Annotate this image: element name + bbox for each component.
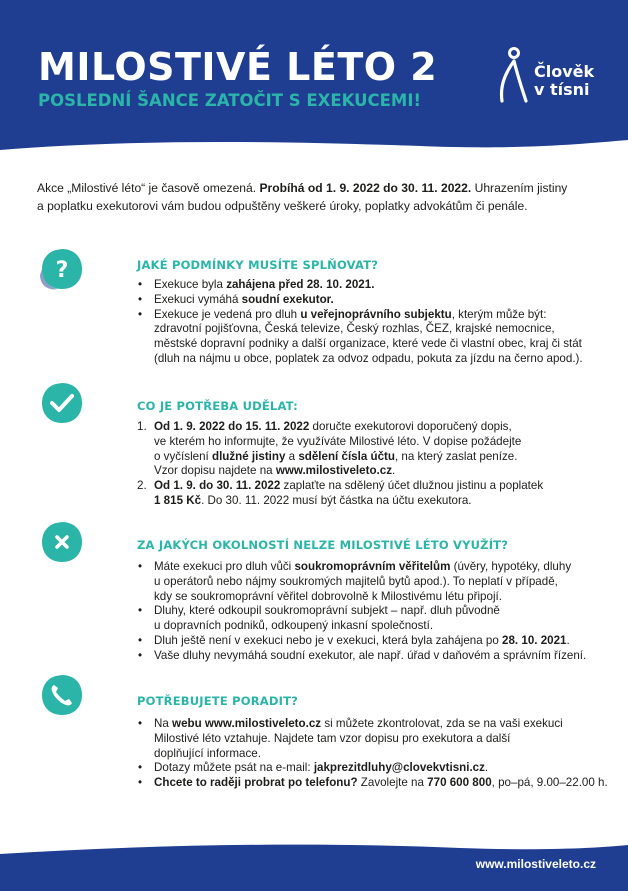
section-title-advice: POTŘEBUJETE PORADIT? bbox=[137, 694, 299, 708]
list-item: 2. Od 1. 9. do 30. 11. 2022 zaplaťte na sdělený účet dlužnou jistinu a poplatek 1 815 Kč. Do 30. 11. 2022 musí být částka na účtu exekutora. bbox=[137, 479, 544, 507]
list-item: • Dotazy můžete psát na e-mail: jakprezitdluhy@clovekvtisni.cz. bbox=[137, 761, 607, 776]
intro-text: Uhrazením jistiny bbox=[471, 181, 568, 195]
checkmark-icon bbox=[40, 381, 84, 425]
list-item: • Exekuci vymáhá soudní exekutor. bbox=[137, 293, 607, 308]
svg-text:?: ? bbox=[55, 258, 69, 283]
website-link[interactable]: www.milostiveleto.cz bbox=[275, 464, 393, 478]
list-item: • Exekuce je vedená pro dluh u veřejnoprávního subjektu, kterým může být: zdravotní pojišťovna, Česká televize, Český rozhlas, ČEZ, krajské nemocnice, městské dopravní podniky a další organizace, které vede či vlastní obec, kraj či stát (dluh na nájmu u obce, poplatek za odvoz odpadu, pokuta za jízdu na černo apod.). bbox=[137, 308, 607, 367]
website-link[interactable]: webu www.milostiveleto.cz bbox=[172, 717, 322, 730]
list-item: • Vaše dluhy nevymáhá soudní exekutor, ale např. úřad v daňovém a správním řízení. bbox=[137, 649, 607, 664]
list-item: • Exekuce byla zahájena před 28. 10. 2021. bbox=[137, 278, 607, 293]
exclusions-list bbox=[137, 560, 607, 664]
section-title-exclusions: ZA JAKÝCH OKOLNOSTÍ NELZE MILOSTIVÉ LÉTO VYUŽÍT? bbox=[137, 538, 509, 552]
header-wave-divider bbox=[0, 120, 628, 155]
list-item: • Chcete to raději probrat po telefonu? Zavolejte na 770 600 800, po–pá, 9.00–22.00 h. bbox=[137, 776, 607, 791]
header-banner bbox=[0, 0, 628, 155]
cross-icon bbox=[40, 520, 84, 564]
question-mark-icon bbox=[40, 247, 84, 291]
intro-paragraph bbox=[37, 180, 597, 215]
section-title-todo: CO JE POTŘEBA UDĚLAT: bbox=[137, 399, 298, 413]
phone-icon bbox=[40, 673, 84, 717]
list-item: 1. Od 1. 9. 2022 do 15. 11. 2022 doručte exekutorovi doporučený dopis, ve kterém ho informujte, že využíváte Milostivé léto. V dopise požádejte o vyčíslení dlužné jistiny a sdělení čísla účtu, na který zaslat peníze. Vzor dopisu najdete na www.milostiveleto.cz. bbox=[137, 420, 522, 478]
list-item: • Dluh ještě není v exekuci nebo je v exekuci, která byla zahájena po 28. 10. 2021. bbox=[137, 634, 607, 649]
intro-text: Akce „Milostivé léto“ je časově omezená. bbox=[37, 181, 260, 195]
footer-website-link[interactable]: www.milostiveleto.cz bbox=[475, 857, 596, 871]
list-item: • Na webu www.milostiveleto.cz si můžete zkontrolovat, zda se na vaši exekuci Milostivé léto vztahuje. Najdete tam vzor dopisu pro exekutora a další doplňující informace. bbox=[137, 717, 607, 761]
email-link[interactable]: jakprezitdluhy@clovekvtisni.cz bbox=[313, 761, 485, 775]
todo-steps-list bbox=[137, 420, 607, 509]
intro-period: Probíhá od 1. 9. 2022 do 30. 11. 2022. bbox=[259, 181, 472, 195]
page-subtitle: POSLEDNÍ ŠANCE ZATOČIT S EXEKUCEMI! bbox=[38, 91, 421, 110]
list-item: • Dluhy, které odkoupil soukromoprávní subjekt – např. dluh původně u dopravních podniků, odkoupený inkasní společností. bbox=[137, 604, 607, 634]
conditions-list bbox=[137, 278, 607, 367]
section-title-conditions: JAKÉ PODMÍNKY MUSÍTE SPLŇOVAT? bbox=[137, 258, 379, 272]
organization-logo bbox=[534, 63, 614, 99]
logo-line-1: Člověk bbox=[534, 62, 595, 81]
page-title: MILOSTIVÉ LÉTO 2 bbox=[38, 45, 438, 89]
list-item: • Máte exekuci pro dluh vůči soukromoprávním věřitelům (úvěry, hypotéky, dluhy u operátorů nebo nájmy soukromých majitelů bytů apod.). To neplatí v případě, kdy se soukromoprávní věřitel dobrovolně k Milostivému létu připojí. bbox=[137, 560, 607, 604]
intro-text: a poplatku exekutorovi vám budou odpuštěny veškeré úroky, poplatky advokátům či penále. bbox=[37, 198, 528, 213]
logo-line-2: v tísni bbox=[534, 80, 590, 99]
phone-number[interactable]: 770 600 800 bbox=[427, 776, 492, 790]
advice-list bbox=[137, 717, 607, 791]
